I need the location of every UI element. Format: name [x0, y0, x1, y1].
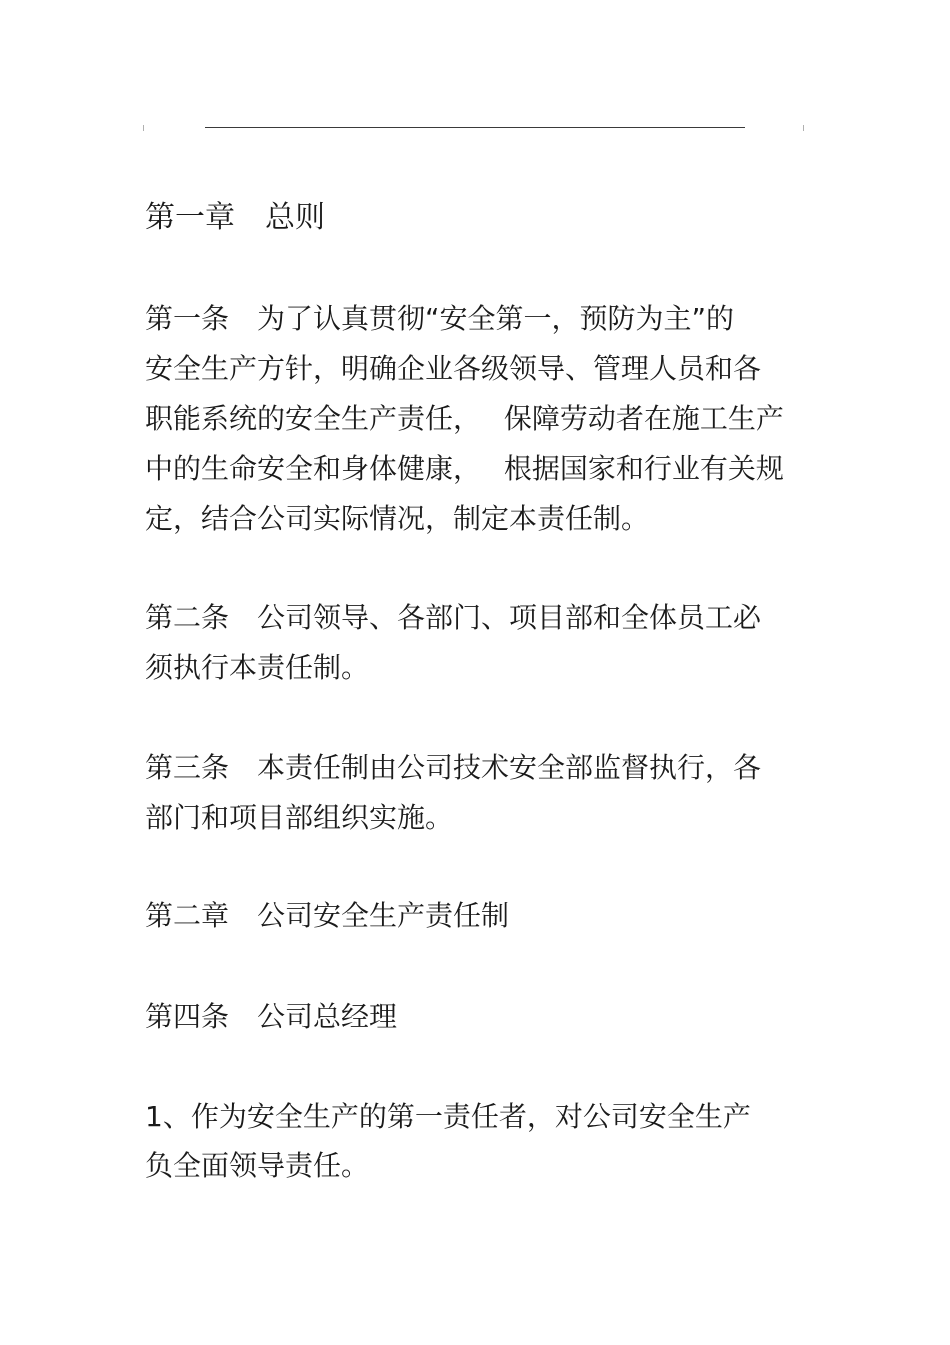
- article-1-line-4: 中的生命安全和身体健康， 根据国家和行业有关规: [145, 452, 784, 485]
- item-1-line-1: 1、作为安全生产的第一责任者，对公司安全生产: [145, 1100, 751, 1133]
- article-1-line-1: 第一条 为了认真贯彻“安全第一，预防为主”的: [145, 302, 735, 335]
- article-1-line-5: 定，结合公司实际情况，制定本责任制。: [145, 502, 650, 535]
- corner-mark-right: [803, 125, 804, 131]
- corner-mark-left: [143, 125, 144, 131]
- article-1-line-2: 安全生产方针，明确企业各级领导、管理人员和各: [145, 352, 762, 385]
- header-rule: [205, 127, 745, 128]
- article-2-line-1: 第二条 公司领导、各部门、项目部和全体员工必: [145, 601, 762, 634]
- item-1-line-2: 负全面领导责任。: [145, 1149, 370, 1182]
- article-1-line-3: 职能系统的安全生产责任， 保障劳动者在施工生产: [145, 402, 784, 435]
- article-3-line-2: 部门和项目部组织实施。: [145, 801, 454, 834]
- chapter-2-title: 第二章 公司安全生产责任制: [145, 899, 510, 932]
- article-2-line-2: 须执行本责任制。: [145, 651, 370, 684]
- article-4-title: 第四条 公司总经理: [145, 1000, 398, 1033]
- chapter-1-title: 第一章 总则: [145, 200, 325, 235]
- article-3-line-1: 第三条 本责任制由公司技术安全部监督执行，各: [145, 751, 762, 784]
